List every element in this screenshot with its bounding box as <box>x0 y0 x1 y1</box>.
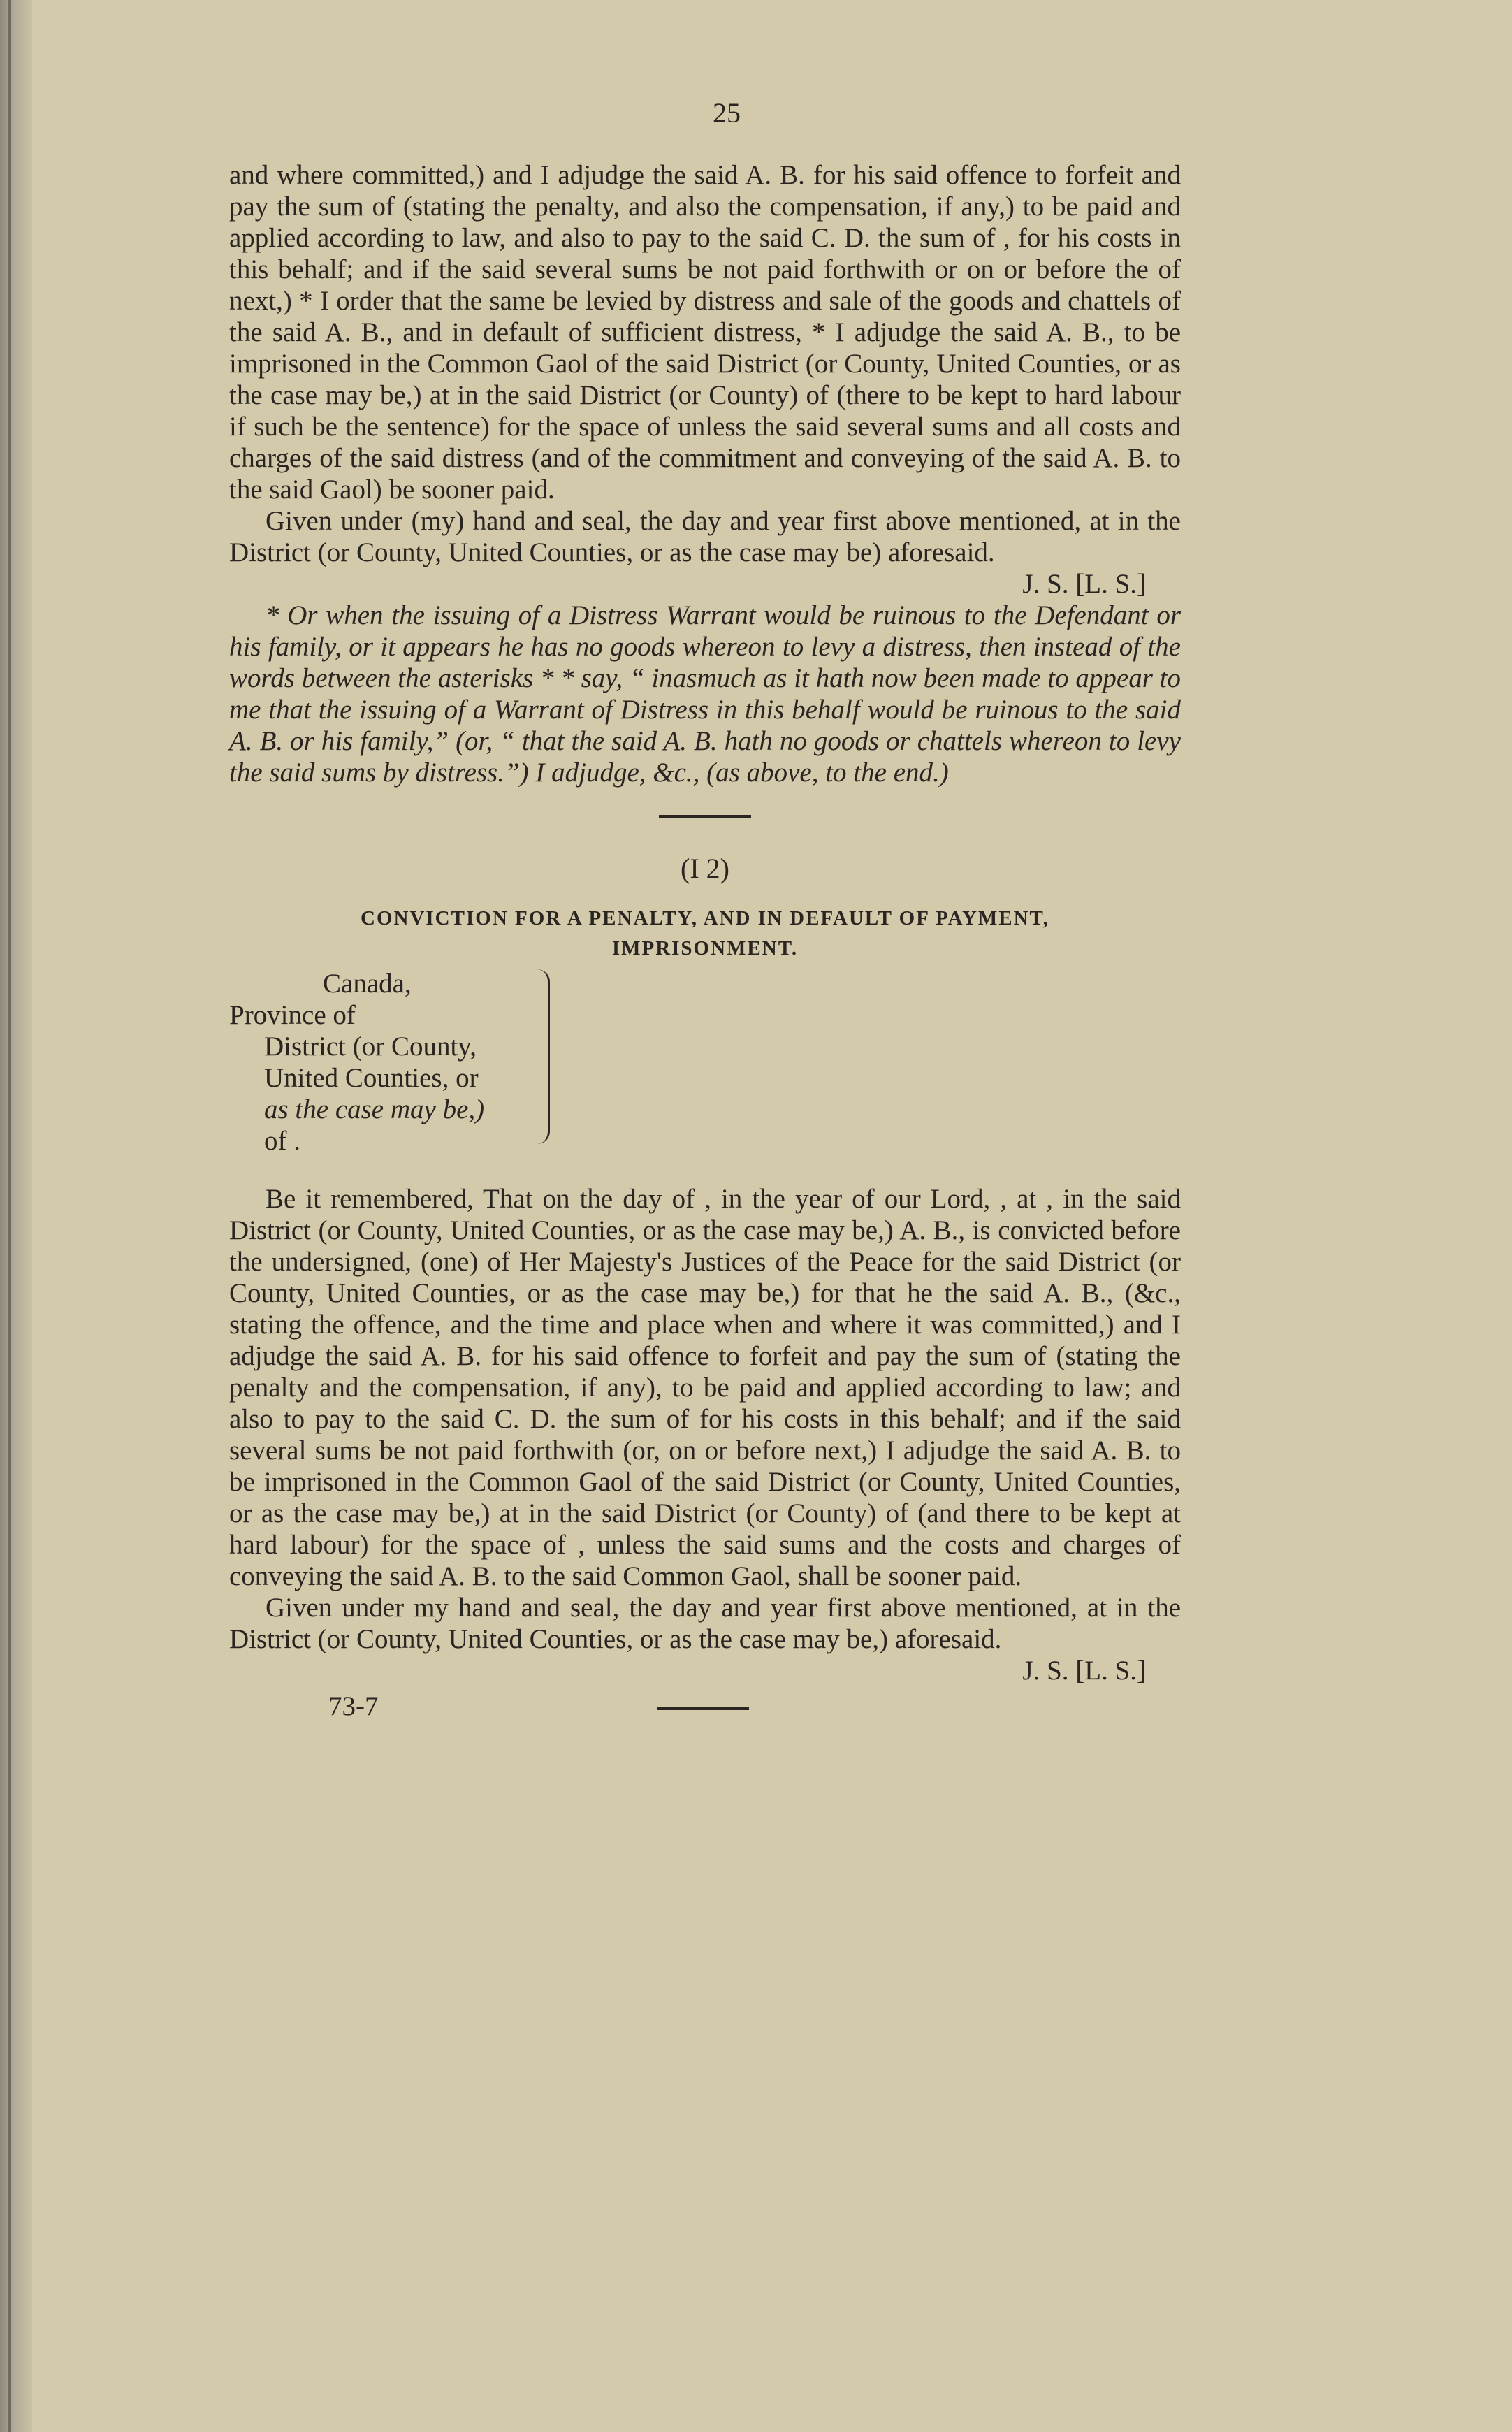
form1-signature: J. S. [L. S.] <box>1022 569 1146 599</box>
venue-line: of . <box>264 1126 300 1156</box>
venue-line: Canada, <box>323 969 412 999</box>
form1-given-under: Given under (my) hand and seal, the day and year first above mentioned, at in the District (or County, United Counties, or as the case may be) aforesaid. <box>229 506 1181 567</box>
page-binding <box>0 0 32 2432</box>
venue-brace <box>532 969 550 1144</box>
venue-line: United Counties, or <box>264 1063 479 1093</box>
venue-line: Province of <box>229 1000 356 1030</box>
form-number: (I 2) <box>681 853 729 884</box>
form2-body: Be it remembered, That on the day of , in the year of our Lord, , at , in the said District (or County, United Counties, or as the case may be,) A. B., is convicted before the undersigned, (one) of Her Majesty's Justices of the Peace for the said District (or County, United Counties, or as the case may be,) for that he the said A. B., (&c., stating the offence, and the time and place when and where it was committed,) and I adjudge the said A. B. for his said offence to forfeit and pay the sum of (stating the penalty and the compensation, if any), to be paid and applied according to law; and also to pay to the said C. D. the sum of for his costs in this behalf; and if the said several sums be not paid forthwith (or, on or before next,) I adjudge the said A. B. to be imprisoned in the Common Gaol of the said District (or County, United Counties, or as the case may be,) at in the said District (or County) of (and there to be kept at hard labour) for the space of , unless the said sums and the costs and charges of conveying the said A. B. to the said Common Gaol, shall be sooner paid. <box>229 1184 1181 1591</box>
footer-rule <box>657 1707 749 1710</box>
venue-line: as the case may be,) <box>264 1094 485 1124</box>
form-continuation <box>229 159 1181 1728</box>
venue-block <box>229 964 579 1156</box>
form-title-line1: CONVICTION FOR A PENALTY, AND IN DEFAULT OF PAYMENT, <box>361 907 1049 929</box>
signature-mark: 73-7 <box>328 1691 379 1721</box>
venue-line: District (or County, <box>264 1032 477 1062</box>
form-title-line2: IMPRISONMENT. <box>611 937 799 960</box>
distress-warrant-note: * Or when the issuing of a Distress Warrant would be ruinous to the Defendant or his family, or it appears he has no goods whereon to levy a distress, then instead of the words between the asterisks * * say, “ inasmuch as it hath now been made to appear to me that the issuing of a Warrant of Distress in this behalf would be ruinous to the said A. B. or his family,” (or, “ that the said A. B. hath no goods or chattels whereon to levy the said sums by distress.”) I adjudge, &c., (as above, to the end.) <box>229 600 1181 788</box>
form2-signature: J. S. [L. S.] <box>1022 1656 1146 1686</box>
form1-body: and where committed,) and I adjudge the said A. B. for his said offence to forfeit and pay the sum of (stating the penalty, and also the compensation, if any,) to be paid and applied according to law, and also to pay to the said C. D. the sum of , for his costs in this behalf; and if the said several sums be not paid forthwith or on or before the of next,) * I order that the same be levied by distress and sale of the goods and chattels of the said A. B., and in default of sufficient distress, * I adjudge the said A. B., to be imprisoned in the Common Gaol of the said District (or County, United Counties, or as the case may be,) at in the said District (or County) of (there to be kept to hard labour if such be the sentence) for the space of unless the said several sums and all costs and charges of the said distress (and of the commitment and conveying of the said A. B. to the said Gaol) be sooner paid. <box>229 160 1181 505</box>
form2-given-under: Given under my hand and seal, the day and year first above mentioned, at in the District (or County, United Counties, or as the case may be,) aforesaid. <box>229 1593 1181 1654</box>
footer-row <box>229 1686 1181 1728</box>
page-number: 25 <box>713 97 741 129</box>
